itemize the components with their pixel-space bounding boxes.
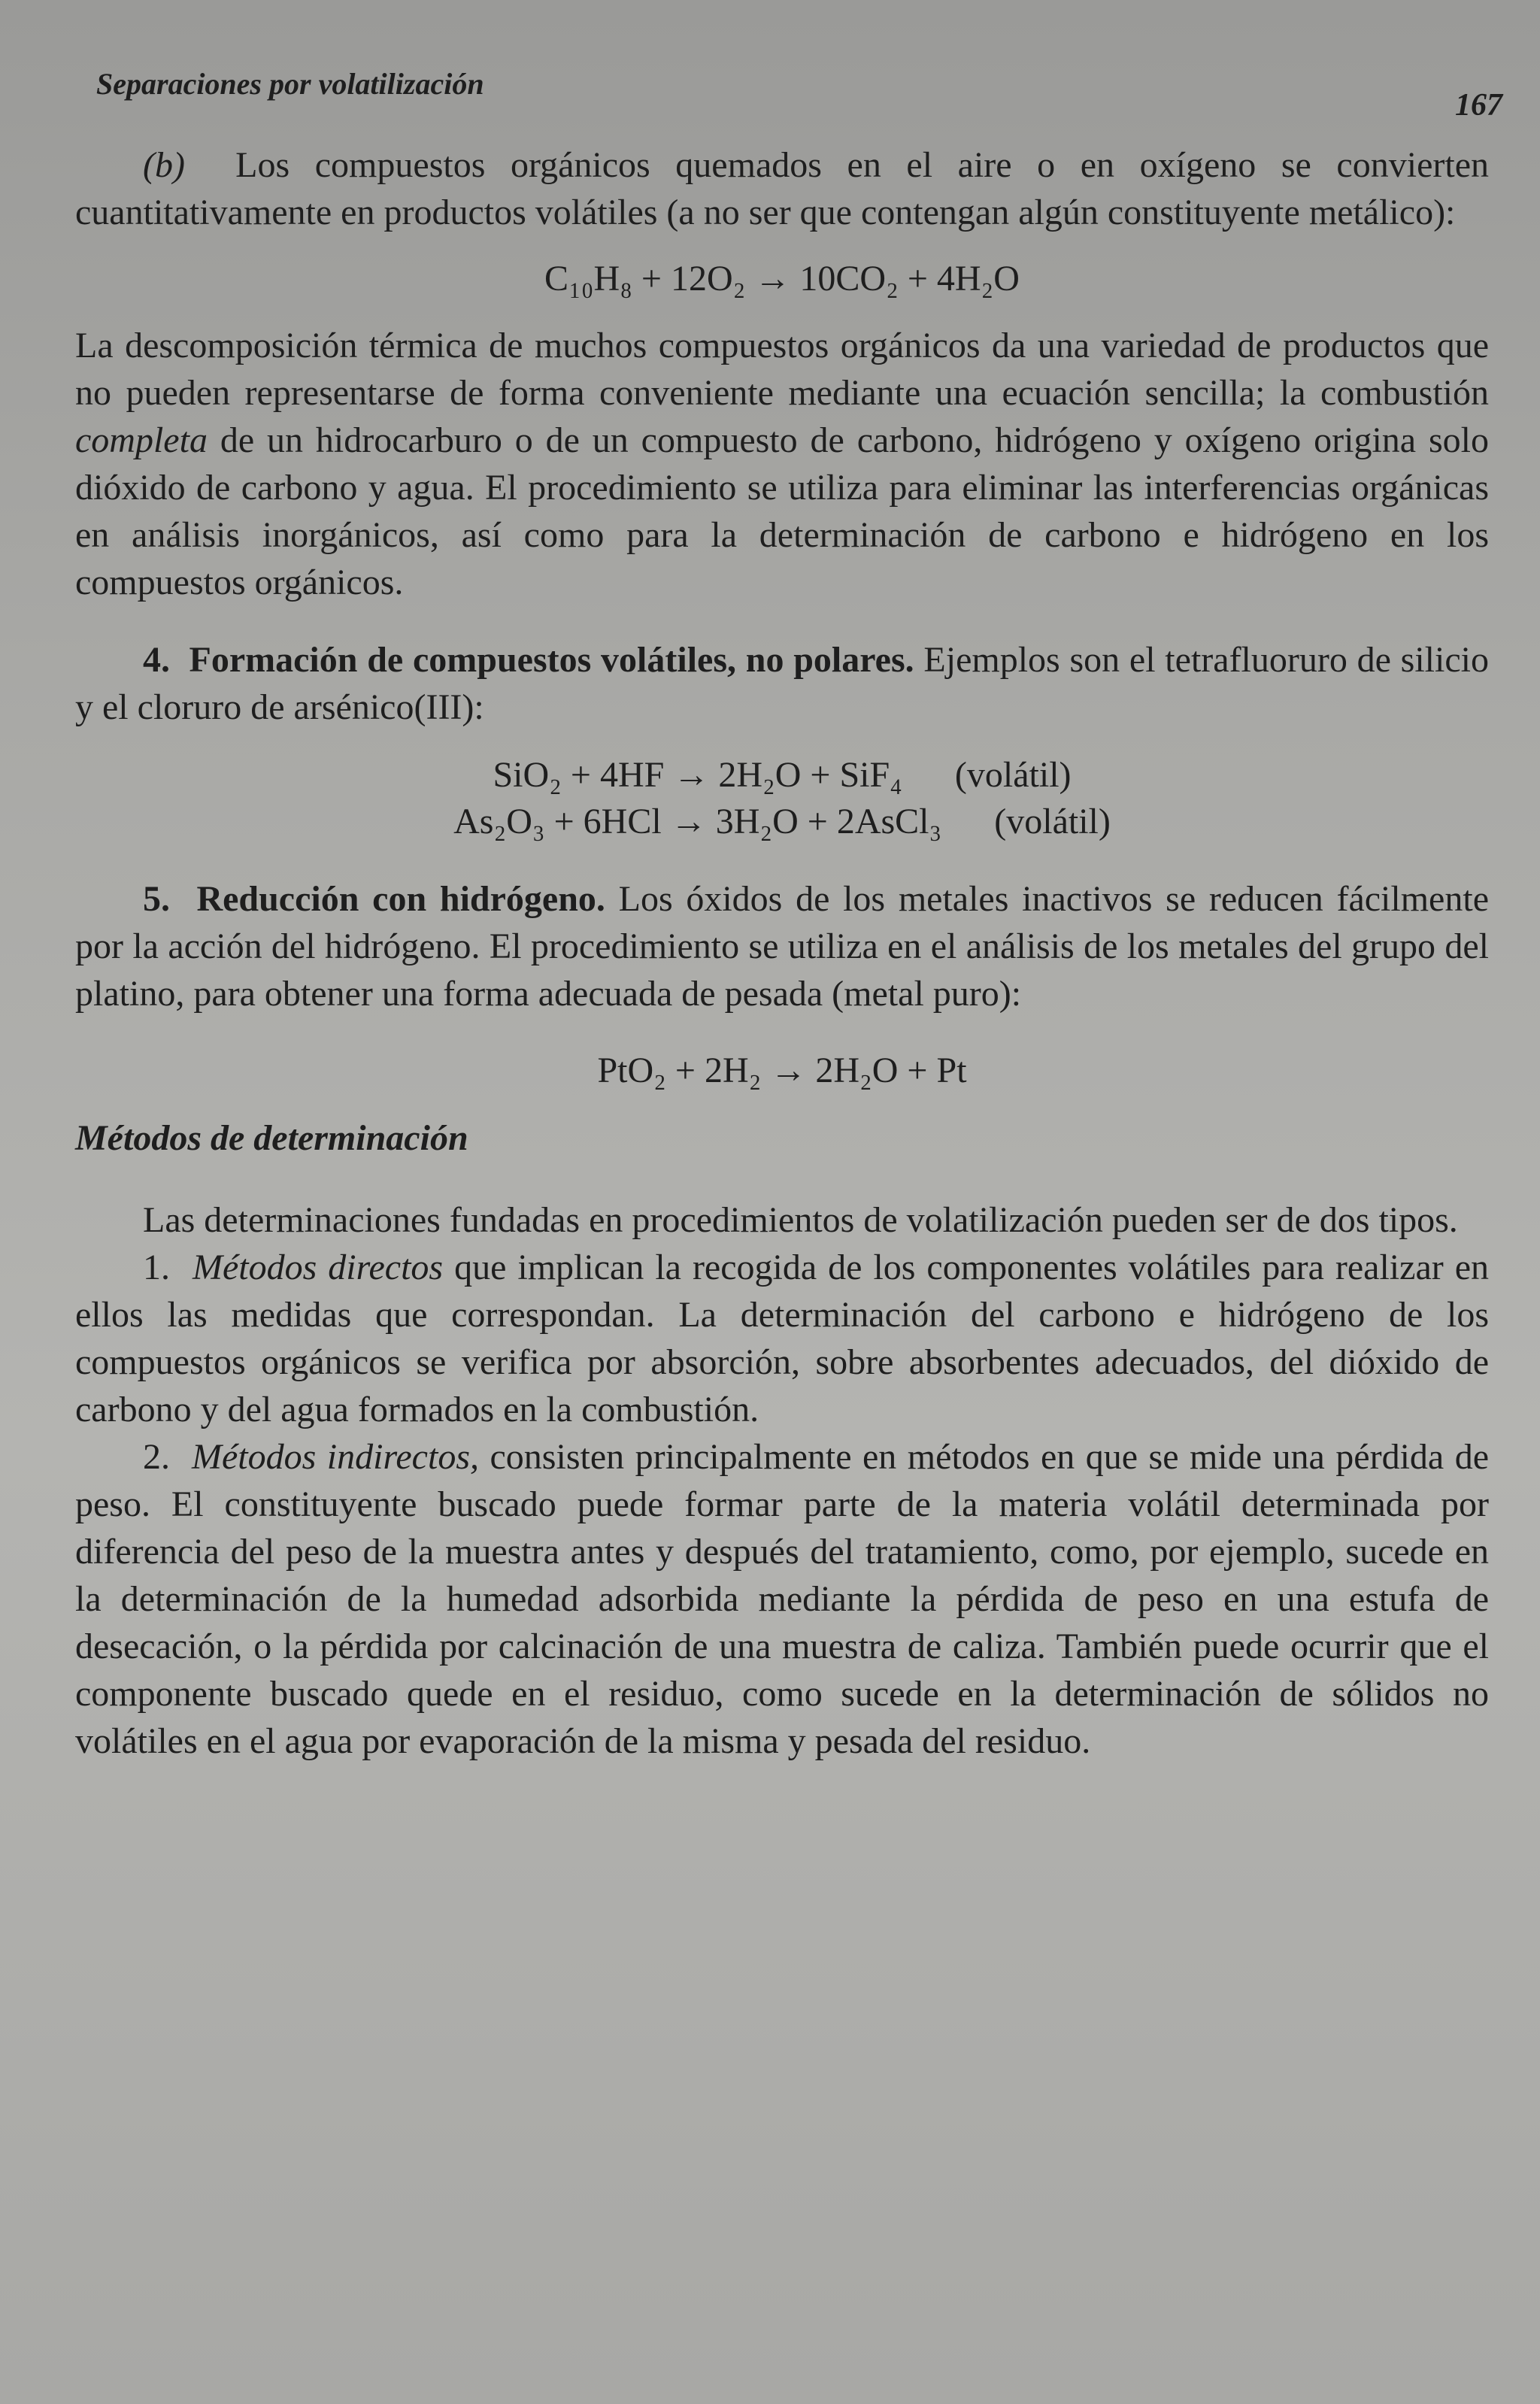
paragraph-label: (b) bbox=[143, 145, 185, 185]
item-text: consisten principalmente en métodos en que se mide una pérdida de peso. El constituyente buscado puede formar parte de la materia volátil determinada por diferencia del peso de la muestra antes y después del tratamiento, como, por ejemplo, sucede en la determinación de la humedad adsorbida mediante la pérdida de peso en una estufa de desecación, o la pérdida por calcinación de una muestra de caliza. También puede ocurrir que el componente buscado quede en el residuo, como sucede en la determinación de sólidos no volátiles en el agua por evaporación de la misma y pesada del residuo. bbox=[75, 1437, 1490, 1761]
section-heading: Métodos de determinación bbox=[75, 1118, 468, 1158]
item-title: Métodos indirectos, bbox=[192, 1437, 479, 1477]
running-title: Separaciones por volatilización bbox=[96, 67, 484, 101]
list-item-method-1 bbox=[75, 1244, 1489, 1433]
equation-note: (volátil) bbox=[994, 802, 1111, 841]
list-item-5 bbox=[75, 875, 1489, 1017]
equation-group-volatile bbox=[75, 752, 1489, 845]
emphasis-text: completa bbox=[75, 420, 208, 460]
equation-note: (volátil) bbox=[954, 755, 1072, 795]
item-title: Reducción con hidrógeno. bbox=[196, 879, 605, 919]
paragraph-text: de un hidrocarburo o de un compuesto de carbono, hidrógeno y oxígeno origina solo dióxido de carbono y agua. El procedimiento se utiliza para eliminar las interferencias orgánicas en análisis inorgánicos, así como para la determinación de carbono e hidrógeno en los compuestos orgánicos. bbox=[75, 420, 1489, 602]
page-body bbox=[75, 141, 1489, 1765]
paragraph-text: La descomposición térmica de muchos compuestos orgánicos da una variedad de productos que no pueden representarse de forma conveniente mediante una ecuación sencilla; la combustión bbox=[75, 326, 1489, 413]
equation-formula: SiO₂ + 4HF → 2H₂O + SiF₄ bbox=[493, 755, 902, 795]
item-number: 2. bbox=[143, 1437, 170, 1477]
item-number: 5. bbox=[143, 879, 170, 919]
item-text: Los óxidos de los metales inactivos se reducen fácilmente por la acción del hidrógeno. El procedimiento se utiliza en el análisis de los metales del grupo del platino, para obtener una forma adecuada de pesada (metal puro): bbox=[75, 879, 1490, 1014]
item-number: 1. bbox=[143, 1247, 170, 1287]
page-header bbox=[96, 66, 1502, 126]
item-text: Ejemplos son el tetrafluoruro de silicio y el cloruro de arsénico(III): bbox=[75, 640, 1489, 727]
paragraph-decomposition bbox=[75, 322, 1489, 606]
item-number: 4. bbox=[143, 640, 170, 680]
page-number: 167 bbox=[1455, 88, 1502, 123]
paragraph-intro: Las determinaciones fundadas en procedimientos de volatilización pueden ser de dos tipos. bbox=[143, 1200, 1458, 1240]
equation-silicon-fluoride bbox=[75, 752, 1489, 799]
paragraph-text: Los compuestos orgánicos quemados en el aire o en oxígeno se convierten cuantitativamente en productos volátiles (a no ser que contengan algún constituyente metálico): bbox=[75, 145, 1490, 232]
list-item-method-2 bbox=[75, 1433, 1489, 1765]
equation-platinum-reduction: PtO₂ + 2H₂ → 2H₂O + Pt bbox=[597, 1050, 967, 1090]
list-item-4 bbox=[75, 636, 1489, 731]
equation-naphthalene-combustion: C₁₀H₈ + 12O₂ → 10CO₂ + 4H₂O bbox=[544, 259, 1020, 299]
item-title: Formación de compuestos volátiles, no polares. bbox=[189, 640, 914, 680]
item-text: que implican la recogida de los componentes volátiles para realizar en ellos las medidas que correspondan. La determinación del carbono e hidrógeno de los compuestos orgánicos se verifica por absorción, sobre absorbentes adecuados, del dióxido de carbono y del agua formados en la combustión. bbox=[75, 1247, 1490, 1429]
equation-arsenic-chloride bbox=[75, 799, 1489, 845]
item-title: Métodos directos bbox=[192, 1247, 444, 1287]
equation-formula: As₂O₃ + 6HCl → 3H₂O + 2AsCl₃ bbox=[453, 802, 942, 841]
paragraph-b bbox=[75, 141, 1489, 236]
